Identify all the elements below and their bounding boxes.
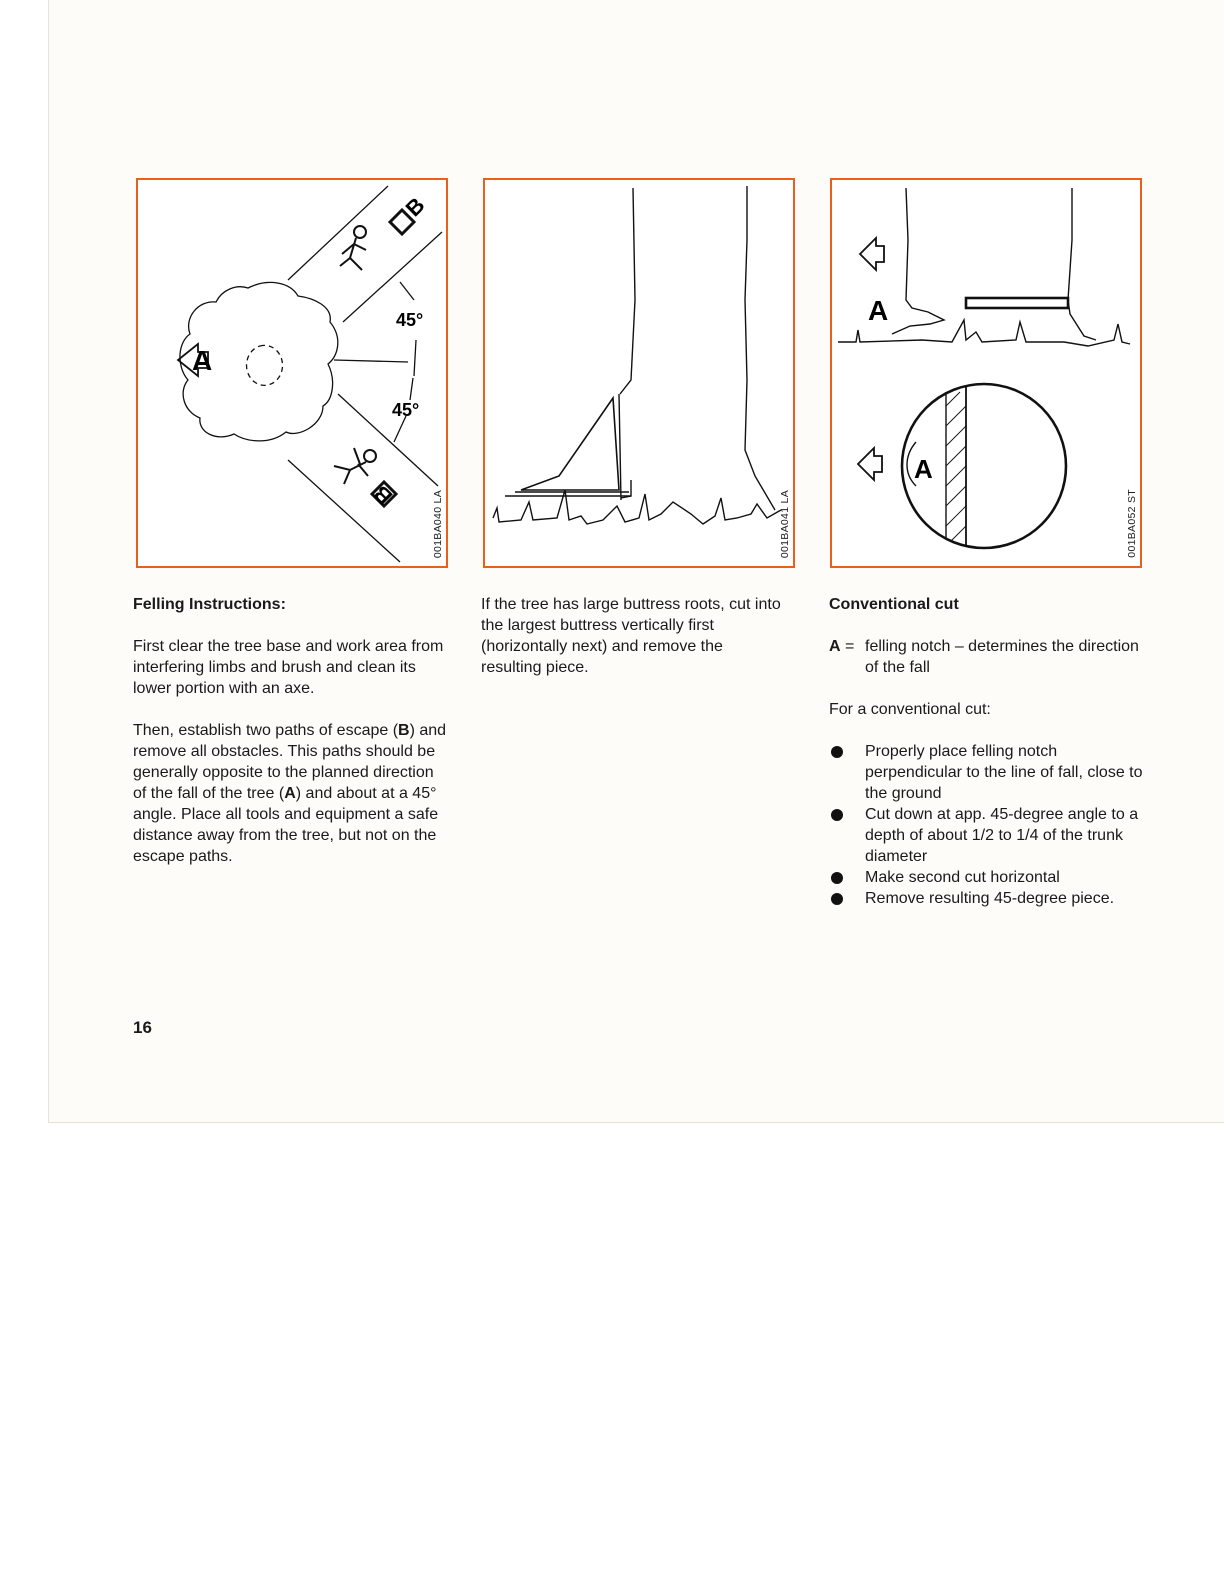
list-item: Remove resulting 45-degree piece. <box>829 888 1143 909</box>
paragraph-escape-paths: Then, establish two paths of escape (B) and remove all obstacles. This paths should be generally opposite to the planned direction of the fall of the tree (A) and about at a 45° angle. Place all tools and equipment a safe distance away from the tree, but not on the escape paths. <box>133 722 447 865</box>
figure-buttress-roots <box>483 178 795 568</box>
paragraph-intro: For a conventional cut: <box>829 701 991 718</box>
label-b-bottom: B <box>368 480 398 510</box>
figure-code: 001BA052 ST <box>1126 489 1138 558</box>
figure-escape-paths <box>136 178 448 568</box>
bullet-list <box>829 741 1143 909</box>
heading-conventional-cut: Conventional cut <box>829 596 959 613</box>
paragraph-buttress-roots: If the tree has large buttress roots, cut into the largest buttress vertically first (horizontally next) and remove the resulting piece. <box>481 596 781 676</box>
column-conventional-cut <box>829 594 1143 909</box>
label-a-side: A <box>868 295 889 326</box>
column-felling-instructions <box>133 594 449 888</box>
paragraph-clear-area: First clear the tree base and work area from interfering limbs and brush and clean its lower portion with an axe. <box>133 638 444 697</box>
list-item: Properly place felling notch perpendicular to the line of fall, close to the ground <box>829 741 1143 804</box>
figure-conventional-cut <box>830 178 1142 568</box>
angle-top-label: 45° <box>396 310 424 330</box>
label-a-top: A <box>914 454 933 484</box>
list-item: Cut down at app. 45-degree angle to a depth of about 1/2 to 1/4 of the trunk diameter <box>829 804 1143 867</box>
list-item: Make second cut horizontal <box>829 867 1143 888</box>
figure-code: 001BA041 LA <box>779 489 791 558</box>
angle-bottom-label: 45° <box>392 400 420 420</box>
page-number: 16 <box>133 1018 152 1037</box>
definition-a: A = felling notch – determines the direction of the fall <box>829 638 1139 676</box>
figure-code: 001BA040 LA <box>432 489 444 558</box>
label-a: A <box>192 345 213 376</box>
column-buttress-roots <box>481 594 781 699</box>
heading-felling-instructions: Felling Instructions: <box>133 596 286 613</box>
label-b-top: B <box>400 192 430 222</box>
